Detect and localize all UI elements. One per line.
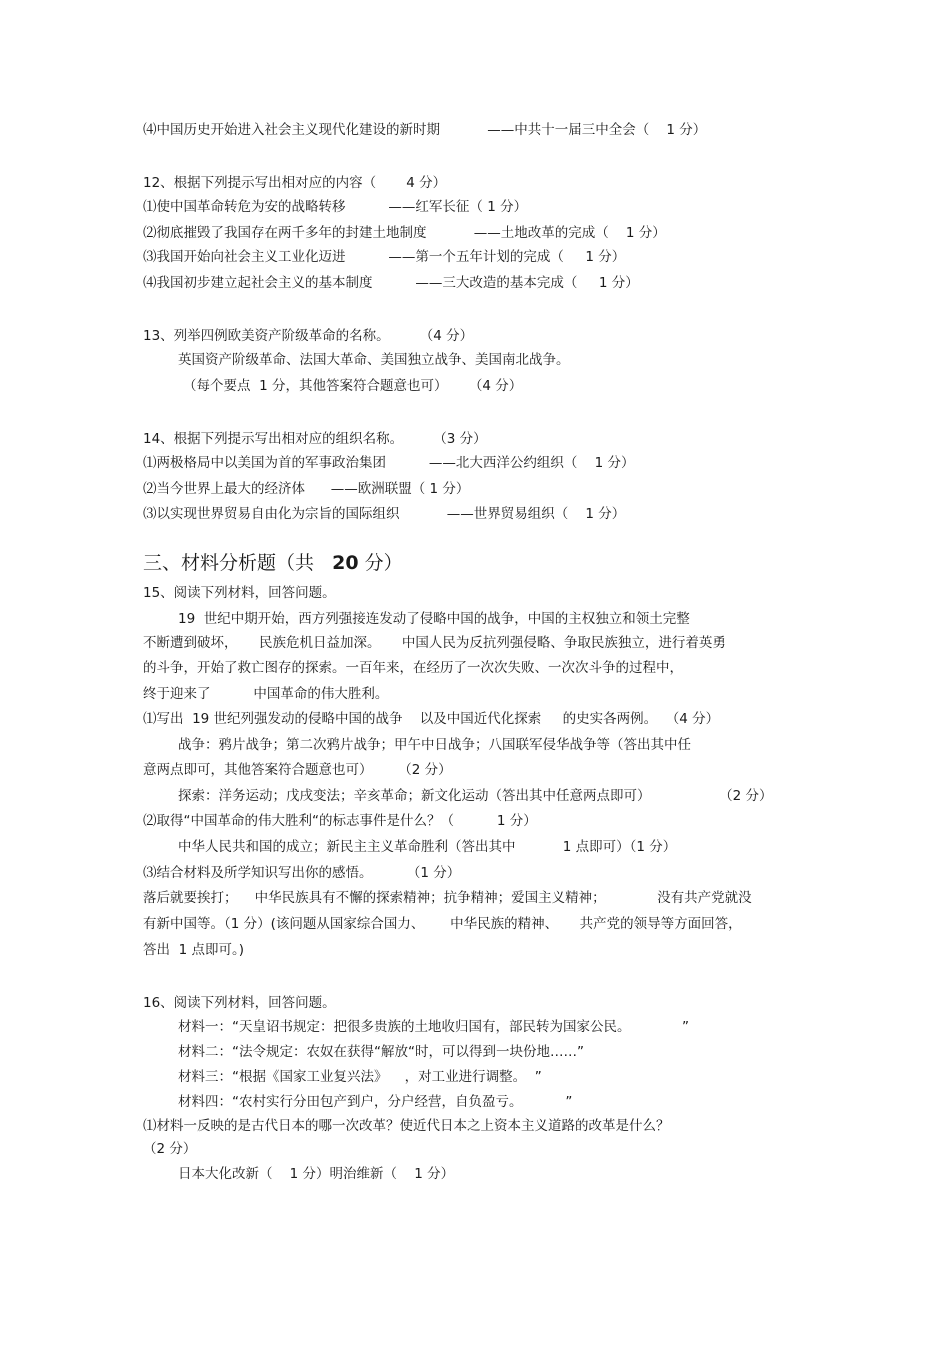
q12-item-3: ⑶我国开始向社会主义工业化迈进 ——第一个五年计划的完成（ 1 分） <box>143 249 626 265</box>
q14-item-2: ⑵当今世界上最大的经济体 ——欧洲联盟（ 1 分） <box>143 481 470 497</box>
q13-note: （每个要点 1 分，其他答案符合题意也可） （4 分） <box>183 378 523 394</box>
q13-answer: 英国资产阶级革命、法国大革命、美国独立战争、美国南北战争。 <box>178 352 570 368</box>
q15-answer-3-line-3: 答出 1 点即可。) <box>143 942 244 958</box>
q16-title: 16、阅读下列材料，回答问题。 <box>143 995 336 1011</box>
section-3-heading <box>143 551 403 575</box>
q12-item-4: ⑷我国初步建立起社会主义的基本制度 ——三大改造的基本完成（ 1 分） <box>143 275 639 291</box>
q15-material-line-1: 19 世纪中期开始，西方列强接连发动了侵略中国的战争，中国的主权独立和领土完整 <box>178 611 690 627</box>
section-3-heading-suffix: 分） <box>358 552 403 574</box>
q15-sub-1: ⑴写出 19 世纪列强发动的侵略中国的战争 以及中国近代化探索 的史实各两例。 （4 分） <box>143 711 720 727</box>
q15-material-line-4: 终于迎来了 中国革命的伟大胜利。 <box>143 686 389 702</box>
q15-title: 15、阅读下列材料，回答问题。 <box>143 585 336 601</box>
q16-material-3: 材料三：“根据《国家工业复兴法》 ，对工业进行调整。 ” <box>178 1069 542 1085</box>
q16-sub-1: ⑴材料一反映的是古代日本的哪一次改革？使近代日本之上资本主义道路的改革是什么？ <box>143 1118 670 1134</box>
q15-answer-3-line-2: 有新中国等。（1 分）(该问题从国家综合国力、 中华民族的精神、 共产党的领导等方面回答， <box>143 916 742 932</box>
q12-item-1: ⑴使中国革命转危为安的战略转移 ——红军长征（ 1 分） <box>143 199 528 215</box>
q14-title: 14、根据下列提示写出相对应的组织名称。 （3 分） <box>143 431 487 447</box>
section-3-heading-score: 20 <box>332 552 359 574</box>
q15-sub-3: ⑶结合材料及所学知识写出你的感悟。 （1 分） <box>143 865 461 881</box>
q15-material-line-3: 的斗争，开始了救亡图存的探索。一百年来，在经历了一次次失败、一次次斗争的过程中， <box>143 660 683 676</box>
q15-answer-3-line-1: 落后就要挨打； 中华民族具有不懈的探索精神；抗争精神；爱国主义精神； 没有共产党就没 <box>143 890 752 906</box>
q16-material-4: 材料四：“农村实行分田包产到户，分户经营，自负盈亏。 ” <box>178 1094 573 1110</box>
q12-item-2: ⑵彻底摧毁了我国存在两千多年的封建土地制度 ——土地改革的完成（ 1 分） <box>143 225 666 241</box>
q15-answer-1b: 意两点即可，其他答案符合题意也可） （2 分） <box>143 762 452 778</box>
q16-sub-1-score: （2 分） <box>143 1141 197 1157</box>
q16-answer-1: 日本大化改新（ 1 分）明治维新（ 1 分） <box>178 1166 455 1182</box>
q14-item-3: ⑶以实现世界贸易自由化为宗旨的国际组织 ——世界贸易组织（ 1 分） <box>143 506 626 522</box>
q15-answer-1c: 探索：洋务运动；戊戌变法；辛亥革命；新文化运动（答出其中任意两点即可） （2 分） <box>178 788 773 804</box>
q15-sub-2: ⑵取得“中国革命的伟大胜利“的标志事件是什么？（ 1 分） <box>143 813 537 829</box>
q11-item-4: ⑷中国历史开始进入社会主义现代化建设的新时期 ——中共十一届三中全会（ 1 分） <box>143 122 707 138</box>
q12-title: 12、根据下列提示写出相对应的内容（ 4 分） <box>143 175 447 191</box>
q16-material-2: 材料二：“法令规定：农奴在获得“解放“时，可以得到一块份地……” <box>178 1044 584 1060</box>
q13-title: 13、列举四例欧美资产阶级革命的名称。 （4 分） <box>143 328 474 344</box>
q15-answer-2: 中华人民共和国的成立；新民主主义革命胜利（答出其中 1 点即可）（1 分） <box>178 839 677 855</box>
q14-item-1: ⑴两极格局中以美国为首的军事政治集团 ——北大西洋公约组织（ 1 分） <box>143 455 635 471</box>
q15-answer-1a: 战争：鸦片战争；第二次鸦片战争；甲午中日战争；八国联军侵华战争等（答出其中任 <box>178 737 691 753</box>
section-3-heading-prefix: 三、材料分析题（共 <box>143 552 333 574</box>
q15-material-line-2: 不断遭到破坏， 民族危机日益加深。 中国人民为反抗列强侵略、争取民族独立，进行着英勇 <box>143 635 726 651</box>
q16-material-1: 材料一：“天皇诏书规定：把很多贵族的土地收归国有，部民转为国家公民。 ” <box>178 1019 689 1035</box>
